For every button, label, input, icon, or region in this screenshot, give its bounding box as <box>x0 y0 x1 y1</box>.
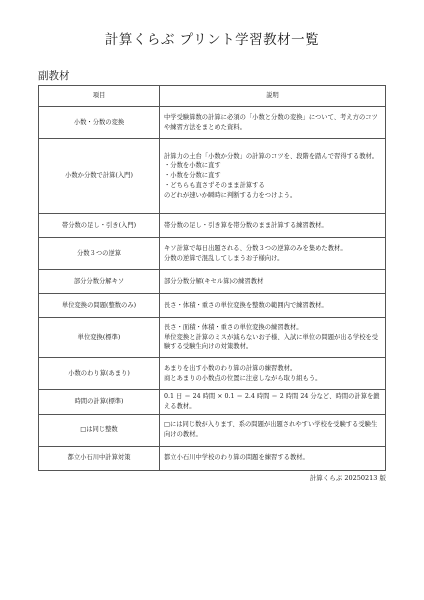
description-cell <box>160 270 386 294</box>
item-cell: 部分分数分解キソ <box>39 270 160 294</box>
table-row <box>39 390 386 415</box>
materials-table <box>38 85 386 471</box>
description-cell <box>160 446 386 470</box>
item-cell: 単位変換の問題(整数のみ) <box>39 294 160 318</box>
description-line: 0.1 日 ＝ 24 時間 × 0.1 ＝ 2.4 時間 ＝ 2 時間 24 分など、時間の計算を鍛える教材。 <box>164 393 380 410</box>
item-cell: 分数３つの逆算 <box>39 238 160 270</box>
item-cell: □は同じ整数 <box>39 414 160 446</box>
column-header-item: 項目 <box>39 86 160 107</box>
table-row <box>39 270 386 294</box>
description-line: のどれが速いか瞬時に判断する力をつけよう。 <box>164 191 297 199</box>
version-footer: 計算くらぶ 20250213 版 <box>309 474 386 482</box>
description-line: ・どちらも直さずそのまま計算する <box>164 181 265 189</box>
description-cell <box>160 107 386 139</box>
item-cell: 時間の計算(標準) <box>39 390 160 415</box>
description-line: 長さ・面積・体積・重さの単位変換の練習教材。 <box>164 323 303 331</box>
description-cell <box>160 238 386 270</box>
table-header-row <box>39 86 386 107</box>
item-cell: 小数か分数で計算(入門) <box>39 139 160 214</box>
table-row <box>39 414 386 446</box>
description-line: ・分数を小数に直す <box>164 162 221 170</box>
description-cell <box>160 139 386 214</box>
table-row <box>39 358 386 390</box>
page-title: 計算くらぶ プリント学習教材一覧 <box>104 32 320 48</box>
description-cell <box>160 358 386 390</box>
description-cell <box>160 214 386 238</box>
description-line: 単位変換と計算のミスが減らないお子様、入試に単位の問題が出る学校を受験する受験生向けの対策教材。 <box>164 333 379 351</box>
table-row <box>39 446 386 470</box>
description-cell <box>160 414 386 446</box>
description-line: 商とあまりの小数点の位置に注意しながら取り組もう。 <box>164 374 322 382</box>
table-row <box>39 318 386 358</box>
description-cell <box>160 318 386 358</box>
description-line: ・小数を分数に直す <box>164 172 221 180</box>
description-line: キソ計算で毎日出題される、分数３つの逆算のみを集めた教材。 <box>164 244 347 252</box>
table-row <box>39 214 386 238</box>
description-line: 部分分数分解(キセル算)の練習教材 <box>164 277 264 285</box>
item-cell: 小数・分数の変換 <box>39 107 160 139</box>
description-line: 中学受験算数の計算に必須の「小数と分数の変換」について、考え方のコツや練習方法をまとめた資料。 <box>164 113 378 131</box>
description-line: 長さ・体積・重さの単位変換を整数の範囲内で練習教材。 <box>164 301 328 309</box>
description-line: 分数の逆算で混乱してしまうお子様向け。 <box>164 254 284 262</box>
description-cell <box>160 390 386 415</box>
item-cell: 帯分数の足し・引き(入門) <box>39 214 160 238</box>
item-cell: 単位変換(標準) <box>39 318 160 358</box>
column-header-description: 説明 <box>160 86 386 107</box>
table-row <box>39 139 386 214</box>
table-row <box>39 238 386 270</box>
description-line: 帯分数の足し・引き算を帯分数のまま計算する練習教材。 <box>164 221 328 229</box>
description-line: 都立小石川中学校のわり算の問題を練習する教材。 <box>164 454 309 462</box>
table-row <box>39 107 386 139</box>
description-line: あまりを出す小数のわり算の計算の練習教材。 <box>164 364 297 372</box>
table-row <box>39 294 386 318</box>
description-line: 計算力の土台「小数か分数」の計算のコツを、段階を踏んで習得する教材。 <box>164 152 379 160</box>
description-line: □には同じ数が入ります、系の問題が出題されやすい学校を受験する受験生向けの教材。 <box>164 421 378 438</box>
item-cell: 小数のわり算(あまり) <box>39 358 160 390</box>
section-title: 副教材 <box>38 70 70 82</box>
item-cell: 都立小石川中計算対策 <box>39 446 160 470</box>
description-cell <box>160 294 386 318</box>
